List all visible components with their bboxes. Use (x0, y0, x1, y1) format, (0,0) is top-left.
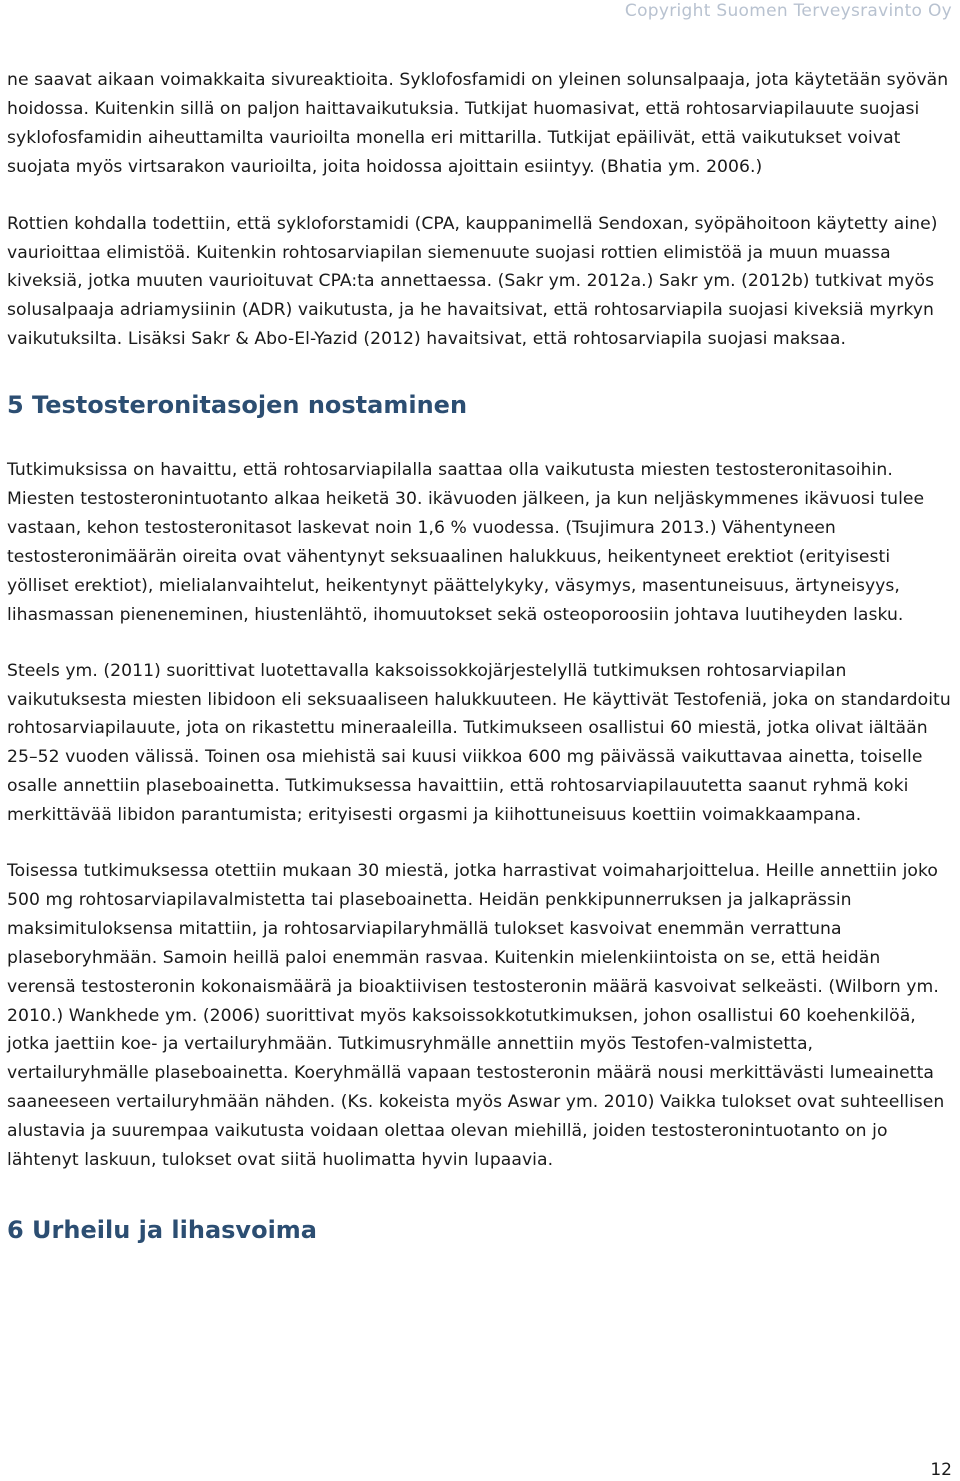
paragraph-rat-studies: Rottien kohdalla todettiin, että sykloforstamidi (CPA, kauppanimellä Sendoxan, syöpähoitoon käytetty aine) vaurioittaa elimistöä. Kuitenkin rohtosarviapilan siemenuute suojasi rottien elimistöä ja muun muassa kiveksiä, jotka muuten vaurioituvat CPA:ta annettaessa. (Sakr ym. 2012a.) Sakr ym. (2012b) tutkivat myös solusalpaaja adriamysiinin (ADR) vaikutusta, ja he havaitsivat, että rohtosarviapila suojasi kiveksiä myrkyn vaikutuksilta. Lisäksi Sakr & Abo-El-Yazid (2012) havaitsivat, että rohtosarviapila suojasi maksaa. (7, 213, 938, 350)
copyright-notice: Copyright Suomen Terveysravinto Oy (624, 1, 952, 21)
paragraph-cyclophosphamide: ne saavat aikaan voimakkaita sivureaktioita. Syklofosfamidi on yleinen solunsalpaaja, jota käytetään syövän hoidossa. Kuitenkin sillä on paljon haittavaikutuksia. Tutkijat huomasivat, että rohtosarviapilauute suojasi syklofosfamidin aiheuttamilta vaurioilta monella eri mittarilla. Tutkijat epäilivät, että vaikutukset voivat suojata myös virtsarakon vaurioilta, joita hoidossa ajoittain esiintyy. (Bhatia ym. 2006.) (7, 70, 949, 177)
paragraph-testosterone-levels: Tutkimuksissa on havaittu, että rohtosarviapilalla saattaa olla vaikutusta miesten testosteronitasoihin. Miesten testosteronintuotanto alkaa heiketä 30. ikävuoden jälkeen, ja kun neljäskymmenes ikävuosi tulee vastaan, kehon testosteronitasot laskevat noin 1,6 % vuodessa. (Tsujimura 2013.) Vähentyneen testosteronimäärän oireita ovat vähentynyt seksuaalinen halukkuus, heikentyneet erektiot (erityisesti yölliset erektiot), mielialanvaihtelut, heikentynyt päättelykyky, väsymys, masentuneisuus, ärtyneisyys, lihasmassan pieneneminen, hiustenlähtö, ihomuutokset sekä osteoporoosiin johtava luutiheyden lasku. (7, 460, 925, 625)
section-heading-sports: 6 Urheilu ja lihasvoima (7, 1216, 317, 1244)
document-body (7, 66, 952, 1245)
page-number: 12 (930, 1460, 952, 1480)
paragraph-steels-study: Steels ym. (2011) suorittivat luotettavalla kaksoissokkojärjestelyllä tutkimuksen rohtosarviapilan vaikutuksesta miesten libidoon eli seksuaaliseen halukkuuteen. He käyttivät Testofeniä, joka on standardoitu rohtosarviapilauute, jota on rikastettu mineraaleilla. Tutkimukseen osallistui 60 miestä, jotka olivat iältään 25–52 vuoden välissä. Toinen osa miehistä sai kuusi viikkoa 600 mg päivässä vaikuttavaa ainetta, toiselle osalle annettiin plaseboainetta. Tutkimuksessa havaittiin, että rohtosarviapilauutetta saanut ryhmä koki merkittävää libidon parantumista; erityisesti orgasmi ja kiihottuneisuus koettiin voimakkaampana. (7, 660, 951, 826)
section-heading-testosterone: 5 Testosteronitasojen nostaminen (7, 391, 468, 420)
paragraph-strength-training-study: Toisessa tutkimuksessa otettiin mukaan 30 miestä, jotka harrastivat voimaharjoittelua. Heille annettiin joko 500 mg rohtosarviapilavalmistetta tai plaseboainetta. Heidän penkkipunnerruksen ja jalkaprässin maksimituloksensa mitattiin, ja rohtosarviapilaryhmällä tulokset kasvoivat enemmän verrattuna plaseboryhmään. Samoin heillä paloi enemmän rasvaa. Kuitenkin mielenkiintoista on se, että heidän verensä testosteronin kokonaismäärä ja bioaktiivisen testosteronin määrä kasvoivat selkeästi. (Wilborn ym. 2010.) Wankhede ym. (2006) suorittivat myös kaksoissokkotutkimuksen, johon osallistui 60 koehenkilöä, jotka jaettiin koe- ja vertailuryhmään. Tutkimusryhmälle annettiin myös Testofen-valmistetta, vertailuryhmälle plaseboainetta. Koeryhmällä vapaan testosteronin määrä nousi merkittävästi lumeainetta saaneeseen vertailuryhmään nähden. (Ks. kokeista myös Aswar ym. 2010) Vaikka tulokset ovat suhteellisen alustavia ja suurempaa vaikutusta voidaan olettaa olevan miehillä, joiden testosteronintuotanto on jo lähtenyt laskuun, tulokset ovat siitä huolimatta hyvin lupaavia. (7, 861, 945, 1171)
